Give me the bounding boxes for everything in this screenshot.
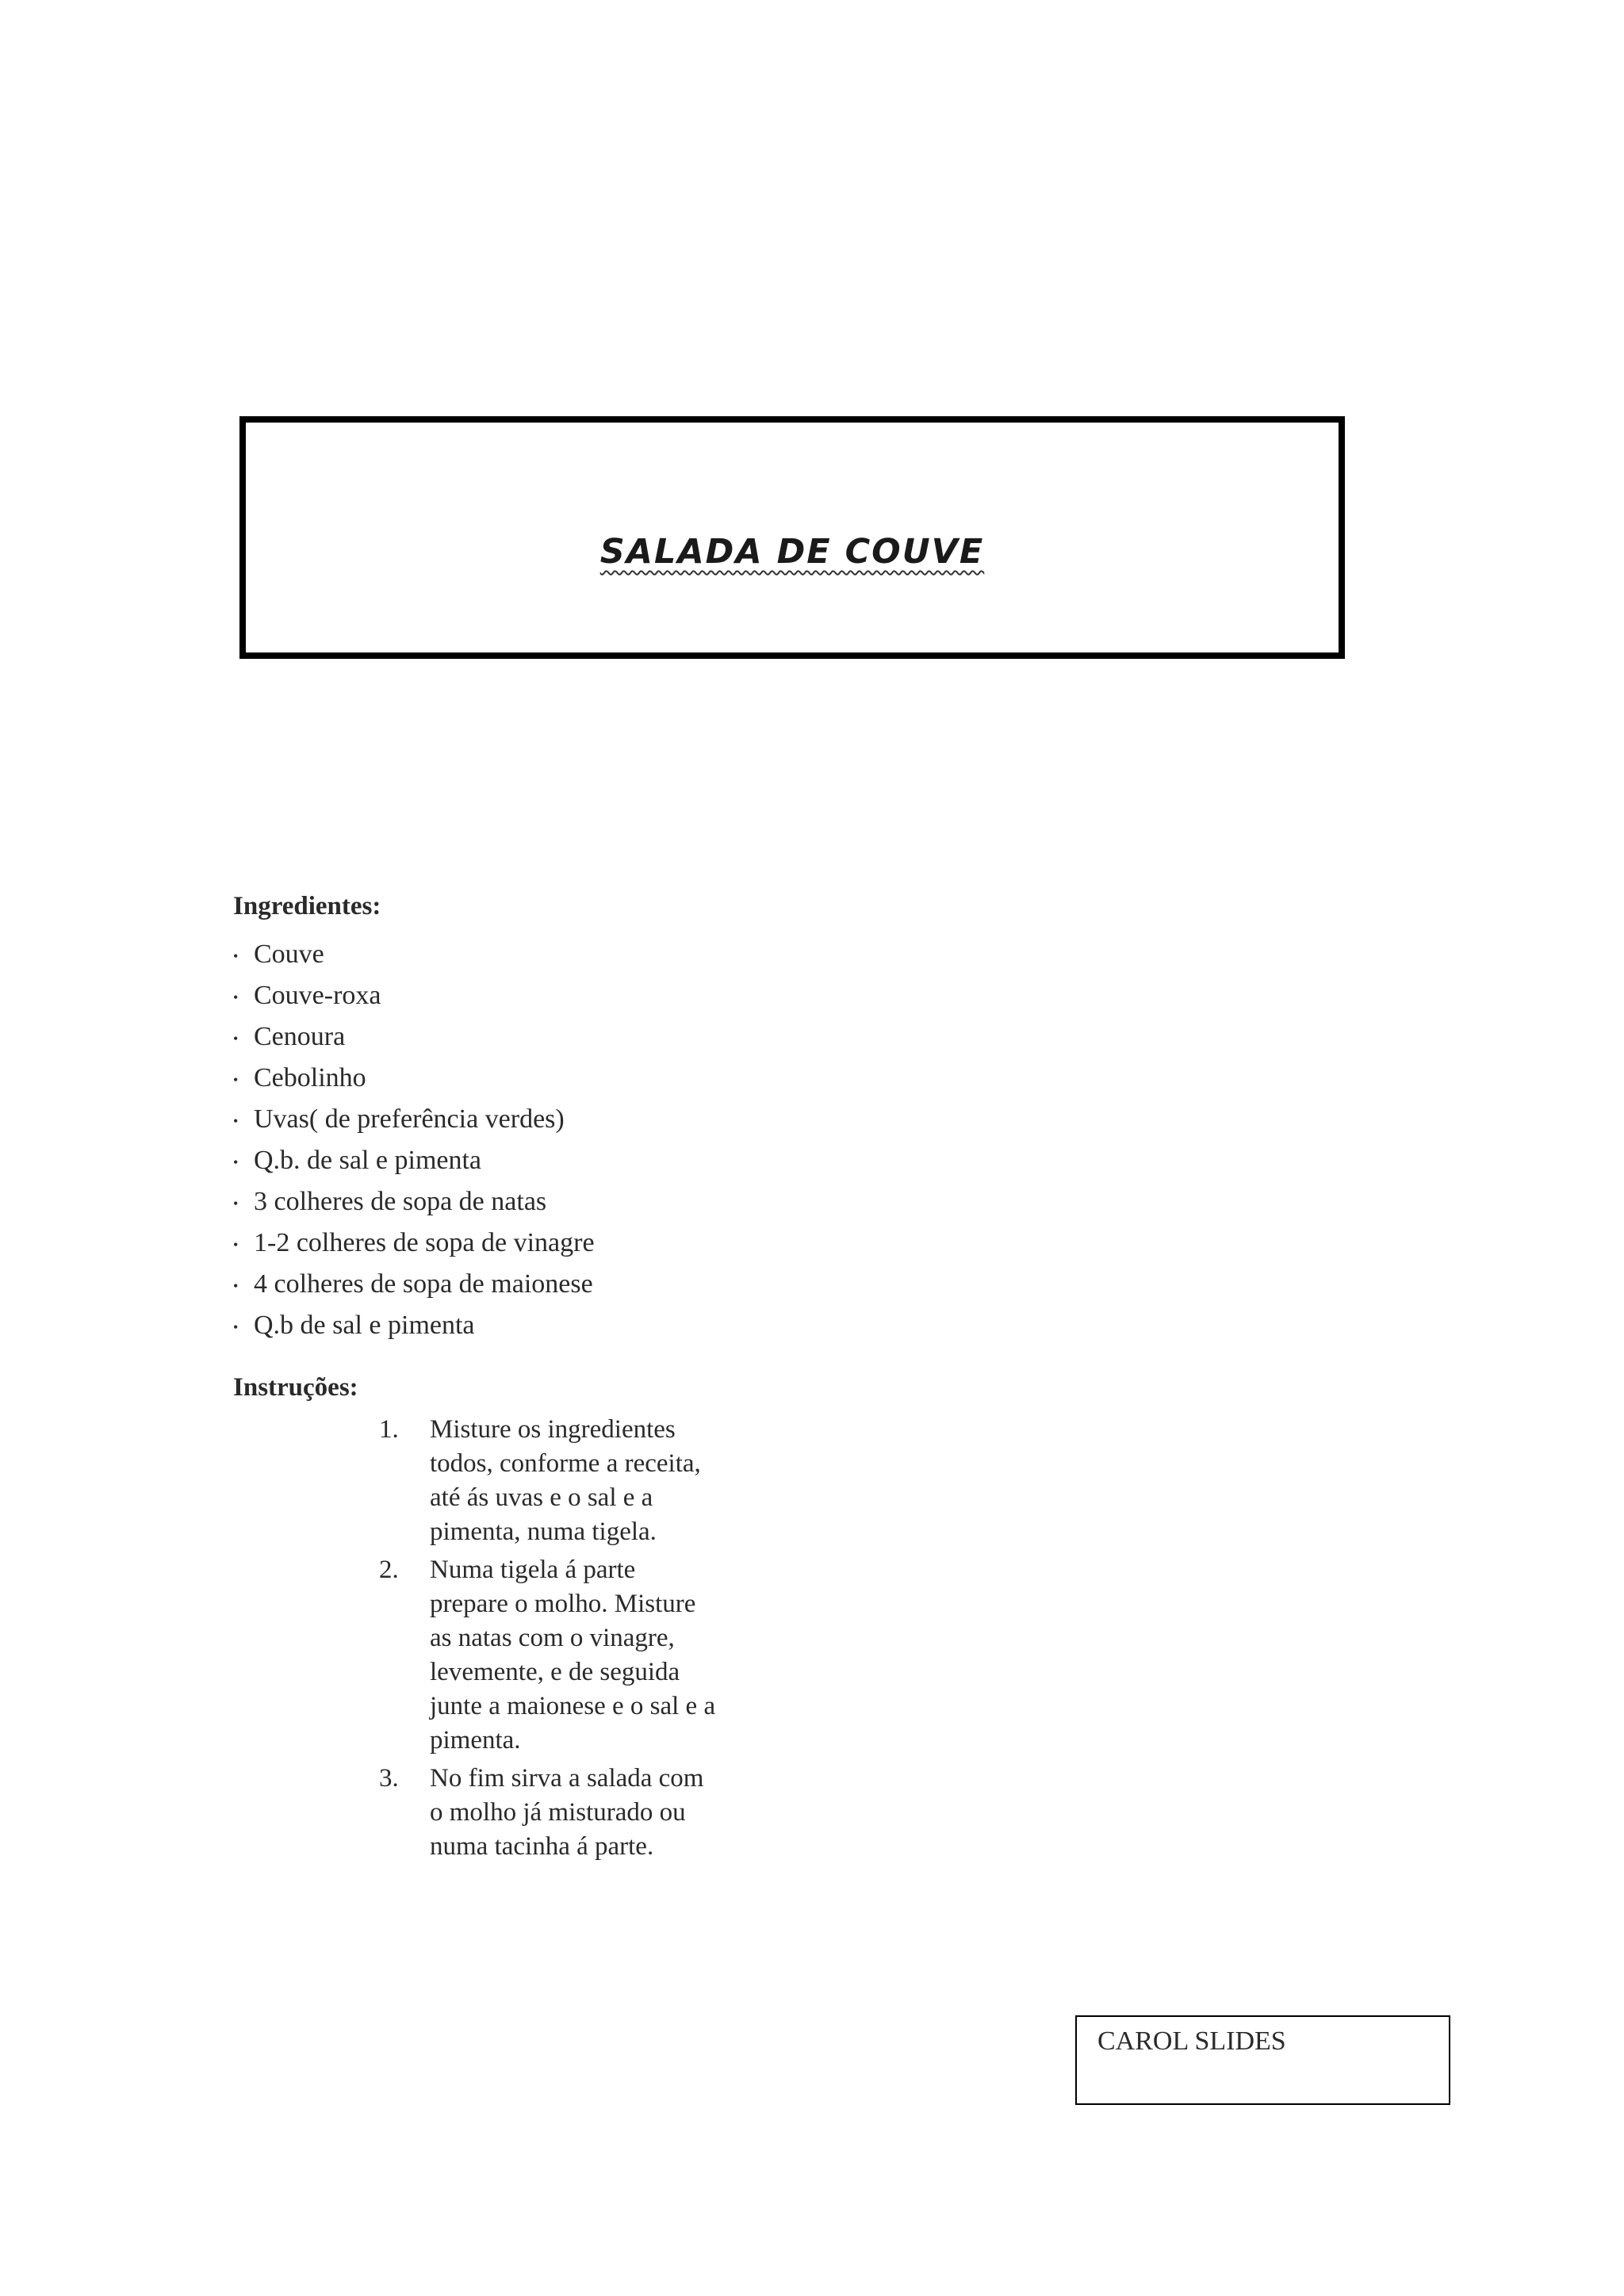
bullet-icon: • <box>233 1072 239 1088</box>
ingredient-text: Couve <box>254 939 324 969</box>
step-line: levemente, e de seguida <box>430 1658 680 1686</box>
bullet-icon: • <box>233 1196 239 1211</box>
list-item <box>233 1099 595 1140</box>
list-item <box>233 1058 595 1099</box>
list-item <box>233 934 595 975</box>
list-item <box>233 1305 595 1346</box>
instruction-step <box>379 1413 807 1549</box>
list-item <box>233 1181 595 1223</box>
step-number: 3. <box>379 1764 399 1793</box>
list-item <box>233 1223 595 1264</box>
footer-box <box>1075 2015 1450 2105</box>
step-number: 1. <box>379 1415 399 1444</box>
step-line: até ás uvas e o sal e a <box>430 1483 653 1512</box>
bullet-icon: • <box>233 989 239 1005</box>
step-line: pimenta, numa tigela. <box>430 1517 657 1546</box>
step-line: Misture os ingredientes <box>430 1415 676 1444</box>
step-line: todos, conforme a receita, <box>430 1449 701 1478</box>
ingredient-text: 3 colheres de sopa de natas <box>254 1187 547 1216</box>
bullet-icon: • <box>233 1278 239 1294</box>
ingredient-text: 4 colheres de sopa de maionese <box>254 1269 593 1299</box>
list-item <box>233 1016 595 1058</box>
page-title: SALADA DE COUVE <box>599 532 985 572</box>
list-item <box>233 975 595 1016</box>
step-line: No fim sirva a salada com <box>430 1764 704 1793</box>
bullet-icon: • <box>233 1319 239 1335</box>
bullet-icon: • <box>233 1031 239 1047</box>
ingredient-text: Couve-roxa <box>254 981 381 1010</box>
bullet-icon: • <box>233 1113 239 1129</box>
step-line: pimenta. <box>430 1726 521 1755</box>
step-line: junte a maionese e o sal e a <box>430 1692 716 1720</box>
list-item <box>233 1140 595 1181</box>
ingredients-heading: Ingredientes: <box>233 892 381 920</box>
ingredient-text: Cebolinho <box>254 1063 366 1093</box>
ingredient-text: Uvas( de preferência verdes) <box>254 1104 565 1134</box>
footer-label: CAROL SLIDES <box>1097 2026 1286 2056</box>
step-line: Numa tigela á parte <box>430 1556 636 1584</box>
ingredients-list <box>233 934 595 1346</box>
bullet-icon: • <box>233 1154 239 1170</box>
ingredient-text: Q.b. de sal e pimenta <box>254 1146 482 1175</box>
instruction-step <box>379 1762 807 1864</box>
step-line: prepare o molho. Misture <box>430 1590 696 1618</box>
instructions-heading: Instruções: <box>233 1373 358 1402</box>
instructions-list <box>379 1413 807 1868</box>
step-number: 2. <box>379 1556 399 1584</box>
list-item <box>233 1264 595 1305</box>
bullet-icon: • <box>233 948 239 964</box>
bullet-icon: • <box>233 1237 239 1253</box>
step-line: numa tacinha á parte. <box>430 1832 654 1861</box>
title-box <box>239 416 1345 659</box>
ingredient-text: Q.b de sal e pimenta <box>254 1311 475 1340</box>
ingredient-text: 1-2 colheres de sopa de vinagre <box>254 1228 595 1257</box>
step-line: o molho já misturado ou <box>430 1798 686 1827</box>
step-line: as natas com o vinagre, <box>430 1624 675 1652</box>
instruction-step <box>379 1553 807 1758</box>
ingredient-text: Cenoura <box>254 1022 346 1051</box>
